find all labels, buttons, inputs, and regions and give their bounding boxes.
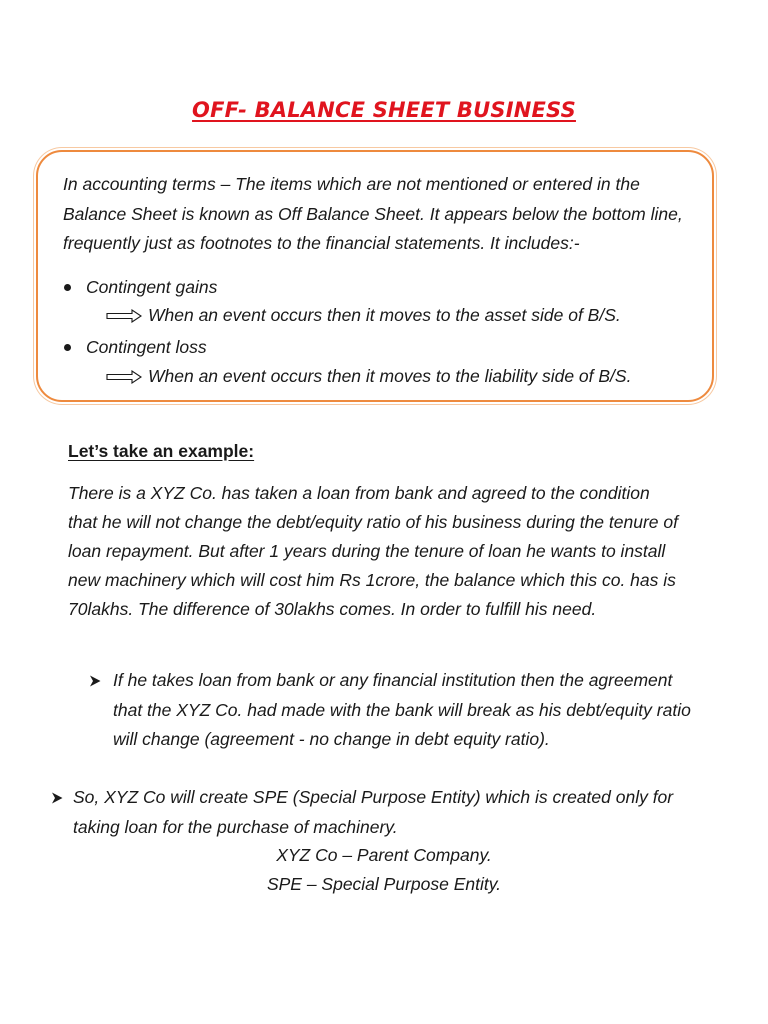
- example-heading: Let’s take an example:: [68, 441, 255, 461]
- page-title: OFF- BALANCE SHEET BUSINESS: [192, 98, 576, 122]
- callout-intro-text: In accounting terms – The items which are not mentioned or entered in the Balance Sheet is known as Off Balance Sheet. It appears below the bottom line, frequently just as footnotes to the financial statements. It includes:-: [63, 174, 683, 253]
- definition-callout-box: [36, 150, 714, 402]
- arrowhead-bullet-icon: [51, 792, 63, 804]
- right-outline-arrow-icon: [106, 370, 142, 384]
- list-item-detail-gains: [106, 304, 621, 326]
- right-outline-arrow-icon: [106, 309, 142, 323]
- example-paragraph: There is a XYZ Co. has taken a loan from bank and agreed to the condition that he will not change the debt/equity ratio of his business during the tenure of loan repayment. But after 1 years during the tenure of loan he wants to install new machinery which will cost him Rs 1crore, the balance which this co. has is 70lakhs. The difference of 30lakhs comes. In order to fulfill his need.: [68, 483, 678, 619]
- bullet-dot-icon: [64, 344, 71, 351]
- list-item-label: Contingent loss: [86, 337, 207, 357]
- list-item-spe-point: [73, 783, 693, 842]
- definition-spe: SPE – Special Purpose Entity.: [266, 874, 502, 894]
- bullet-dot-icon: [64, 284, 71, 291]
- list-item-text: So, XYZ Co will create SPE (Special Purpose Entity) which is created only for taking loan for the purchase of machinery.: [73, 787, 674, 837]
- list-item-detail: When an event occurs then it moves to the liability side of B/S.: [148, 366, 632, 386]
- list-item-text: If he takes loan from bank or any financial institution then the agreement that the XYZ Co. had made with the bank will break as his debt/equity ratio will change (agreement - no change in debt equity ratio).: [113, 670, 691, 749]
- arrowhead-bullet-icon: [89, 675, 101, 687]
- list-item-detail-loss: [106, 365, 631, 387]
- list-item-detail: When an event occurs then it moves to the asset side of B/S.: [148, 305, 621, 325]
- list-item-loan-point: [113, 666, 693, 755]
- definition-parent-company: XYZ Co – Parent Company.: [276, 845, 492, 865]
- list-item-contingent-loss: [86, 336, 207, 358]
- list-item-label: Contingent gains: [86, 277, 218, 297]
- list-item-contingent-gains: [86, 276, 217, 298]
